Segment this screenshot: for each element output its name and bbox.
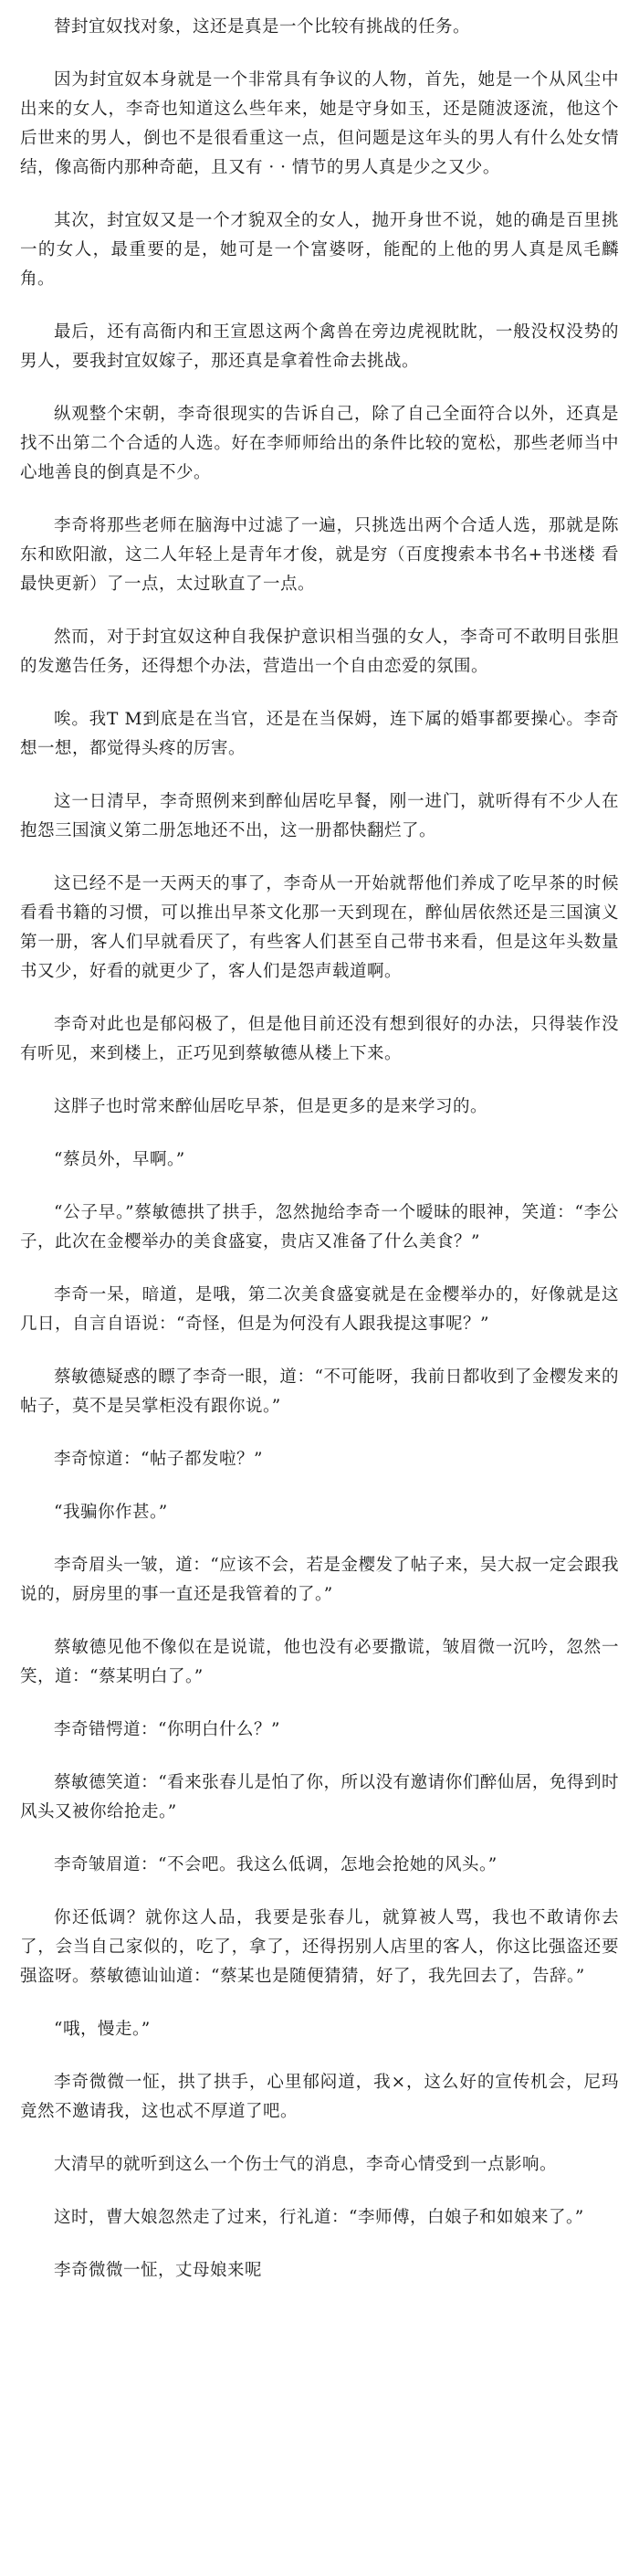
paragraph: 蔡敏德见他不像似在是说谎，他也没有必要撒谎，皱眉微一沉吟，忽然一笑，道：“蔡某明白了。”	[20, 1638, 619, 1686]
paragraph: 蔡敏德笑道：“看来张春儿是怕了你，所以没有邀请你们醉仙居，免得到时风头又被你给抢走。”	[20, 1773, 619, 1821]
paragraph: 然而，对于封宜奴这种自我保护意识相当强的女人，李奇可不敢明目张胆的发邀告任务，还得想个办法，营造出一个自由恋爱的氛围。	[20, 628, 619, 676]
paragraph: 李奇惊道：“帖子都发啦？”	[54, 1450, 263, 1469]
paragraph: 这胖子也时常来醉仙居吃早茶，但是更多的是来学习的。	[54, 1097, 488, 1116]
paragraph: “公子早。”蔡敏德拱了拱手，忽然抛给李奇一个暧昧的眼神，笑道：“李公子，此次在金樱举办的美食盛宴，贵店又准备了什么美食？”	[20, 1203, 619, 1251]
paragraph: 替封宜奴找对象，这还是真是一个比较有挑战的任务。	[54, 17, 471, 37]
paragraph: 唉。我T M到底是在当官，还是在当保姆，连下属的婚事都要操心。李奇想一想，都觉得头疼的厉害。	[20, 710, 619, 758]
paragraph: 你还低调？就你这人品，我要是张春儿，就算被人骂，我也不敢请你去了，会当自己家似的，吃了，拿了，还得拐别人店里的客人，你这比强盗还要强盗呀。蔡敏德讪讪道：“蔡某也是随便猜猜，好了，我先回去了，告辞。”	[20, 1908, 619, 1986]
paragraph: 其次，封宜奴又是一个才貌双全的女人，抛开身世不说，她的确是百里挑一的女人，最重要的是，她可是一个富婆呀，能配的上他的男人真是凤毛麟角。	[20, 211, 619, 289]
paragraph: 李奇眉头一皱，道：“应该不会，若是金樱发了帖子来，吴大叔一定会跟我说的，厨房里的事一直还是我管着的了。”	[20, 1556, 619, 1604]
paragraph: 李奇一呆，暗道，是哦，第二次美食盛宴就是在金樱举办的，好像就是这几日，自言自语说：“奇怪，但是为何没有人跟我提这事呢？”	[20, 1285, 619, 1334]
paragraph: “哦，慢走。”	[54, 2020, 151, 2039]
paragraph: 大清早的就听到这么一个伤士气的消息，李奇心情受到一点影响。	[54, 2155, 558, 2174]
paragraph: “蔡员外，早啊。”	[54, 1150, 185, 1169]
paragraph: 李奇错愕道：“你明白什么？”	[54, 1720, 280, 1739]
paragraph: 李奇微微一怔，丈母娘来呢	[54, 2261, 263, 2280]
paragraph: “我骗你作甚。”	[54, 1503, 168, 1522]
paragraph: 李奇对此也是郁闷极了，但是他目前还没有想到很好的办法，只得装作没有听见，来到楼上，正巧见到蔡敏德从楼上下来。	[20, 1015, 619, 1063]
paragraph: 因为封宜奴本身就是一个非常具有争议的人物，首先，她是一个从风尘中出来的女人，李奇也知道这么些年来，她是守身如玉，还是随波逐流，他这个后世来的男人，倒也不是很看重这一点，但问题是这年头的男人有什么处女情结，像高衙内那种奇葩，且又有 · · 情节的男人真是少之又少。	[20, 70, 619, 177]
paragraph: 纵观整个宋朝，李奇很现实的告诉自己，除了自己全面符合以外，还真是找不出第二个合适的人选。好在李师师给出的条件比较的宽松，那些老师当中心地善良的倒真是不少。	[20, 405, 619, 482]
paragraph: 李奇微微一怔，拱了拱手，心里郁闷道，我×，这么好的宣传机会，尼玛竟然不邀请我，这也忒不厚道了吧。	[20, 2073, 619, 2121]
paragraph: 这时，曹大娘忽然走了过来，行礼道：“李师傅，白娘子和如娘来了。”	[54, 2208, 584, 2227]
paragraph: 李奇将那些老师在脑海中过滤了一遍，只挑选出两个合适人选，那就是陈东和欧阳澈，这二人年轻上是青年才俊，就是穷（百度搜索本书名+书迷楼 看最快更新）了一点，太过耿直了一点。	[20, 516, 619, 594]
paragraph: 这一日清早，李奇照例来到醉仙居吃早餐，刚一进门，就听得有不少人在抱怨三国演义第二册怎地还不出，这一册都快翻烂了。	[20, 792, 619, 840]
paragraph: 最后，还有高衙内和王宣恩这两个禽兽在旁边虎视眈眈，一般没权没势的男人，要我封宜奴嫁子，那还真是拿着性命去挑战。	[20, 322, 619, 371]
paragraph: 李奇皱眉道：“不会吧。我这么低调，怎地会抢她的风头。”	[54, 1855, 498, 1874]
paragraph: 蔡敏德疑惑的瞟了李奇一眼，道：“不可能呀，我前日都收到了金樱发来的帖子，莫不是吴掌柜没有跟你说。”	[20, 1367, 619, 1416]
paragraph: 这已经不是一天两天的事了，李奇从一开始就帮他们养成了吃早茶的时候看看书籍的习惯，可以推出早茶文化那一天到现在，醉仙居依然还是三国演义第一册，客人们早就看厌了，有些客人们甚至自己带书来看，但是这年头数量书又少，好看的就更少了，客人们是怨声载道啊。	[20, 874, 619, 981]
